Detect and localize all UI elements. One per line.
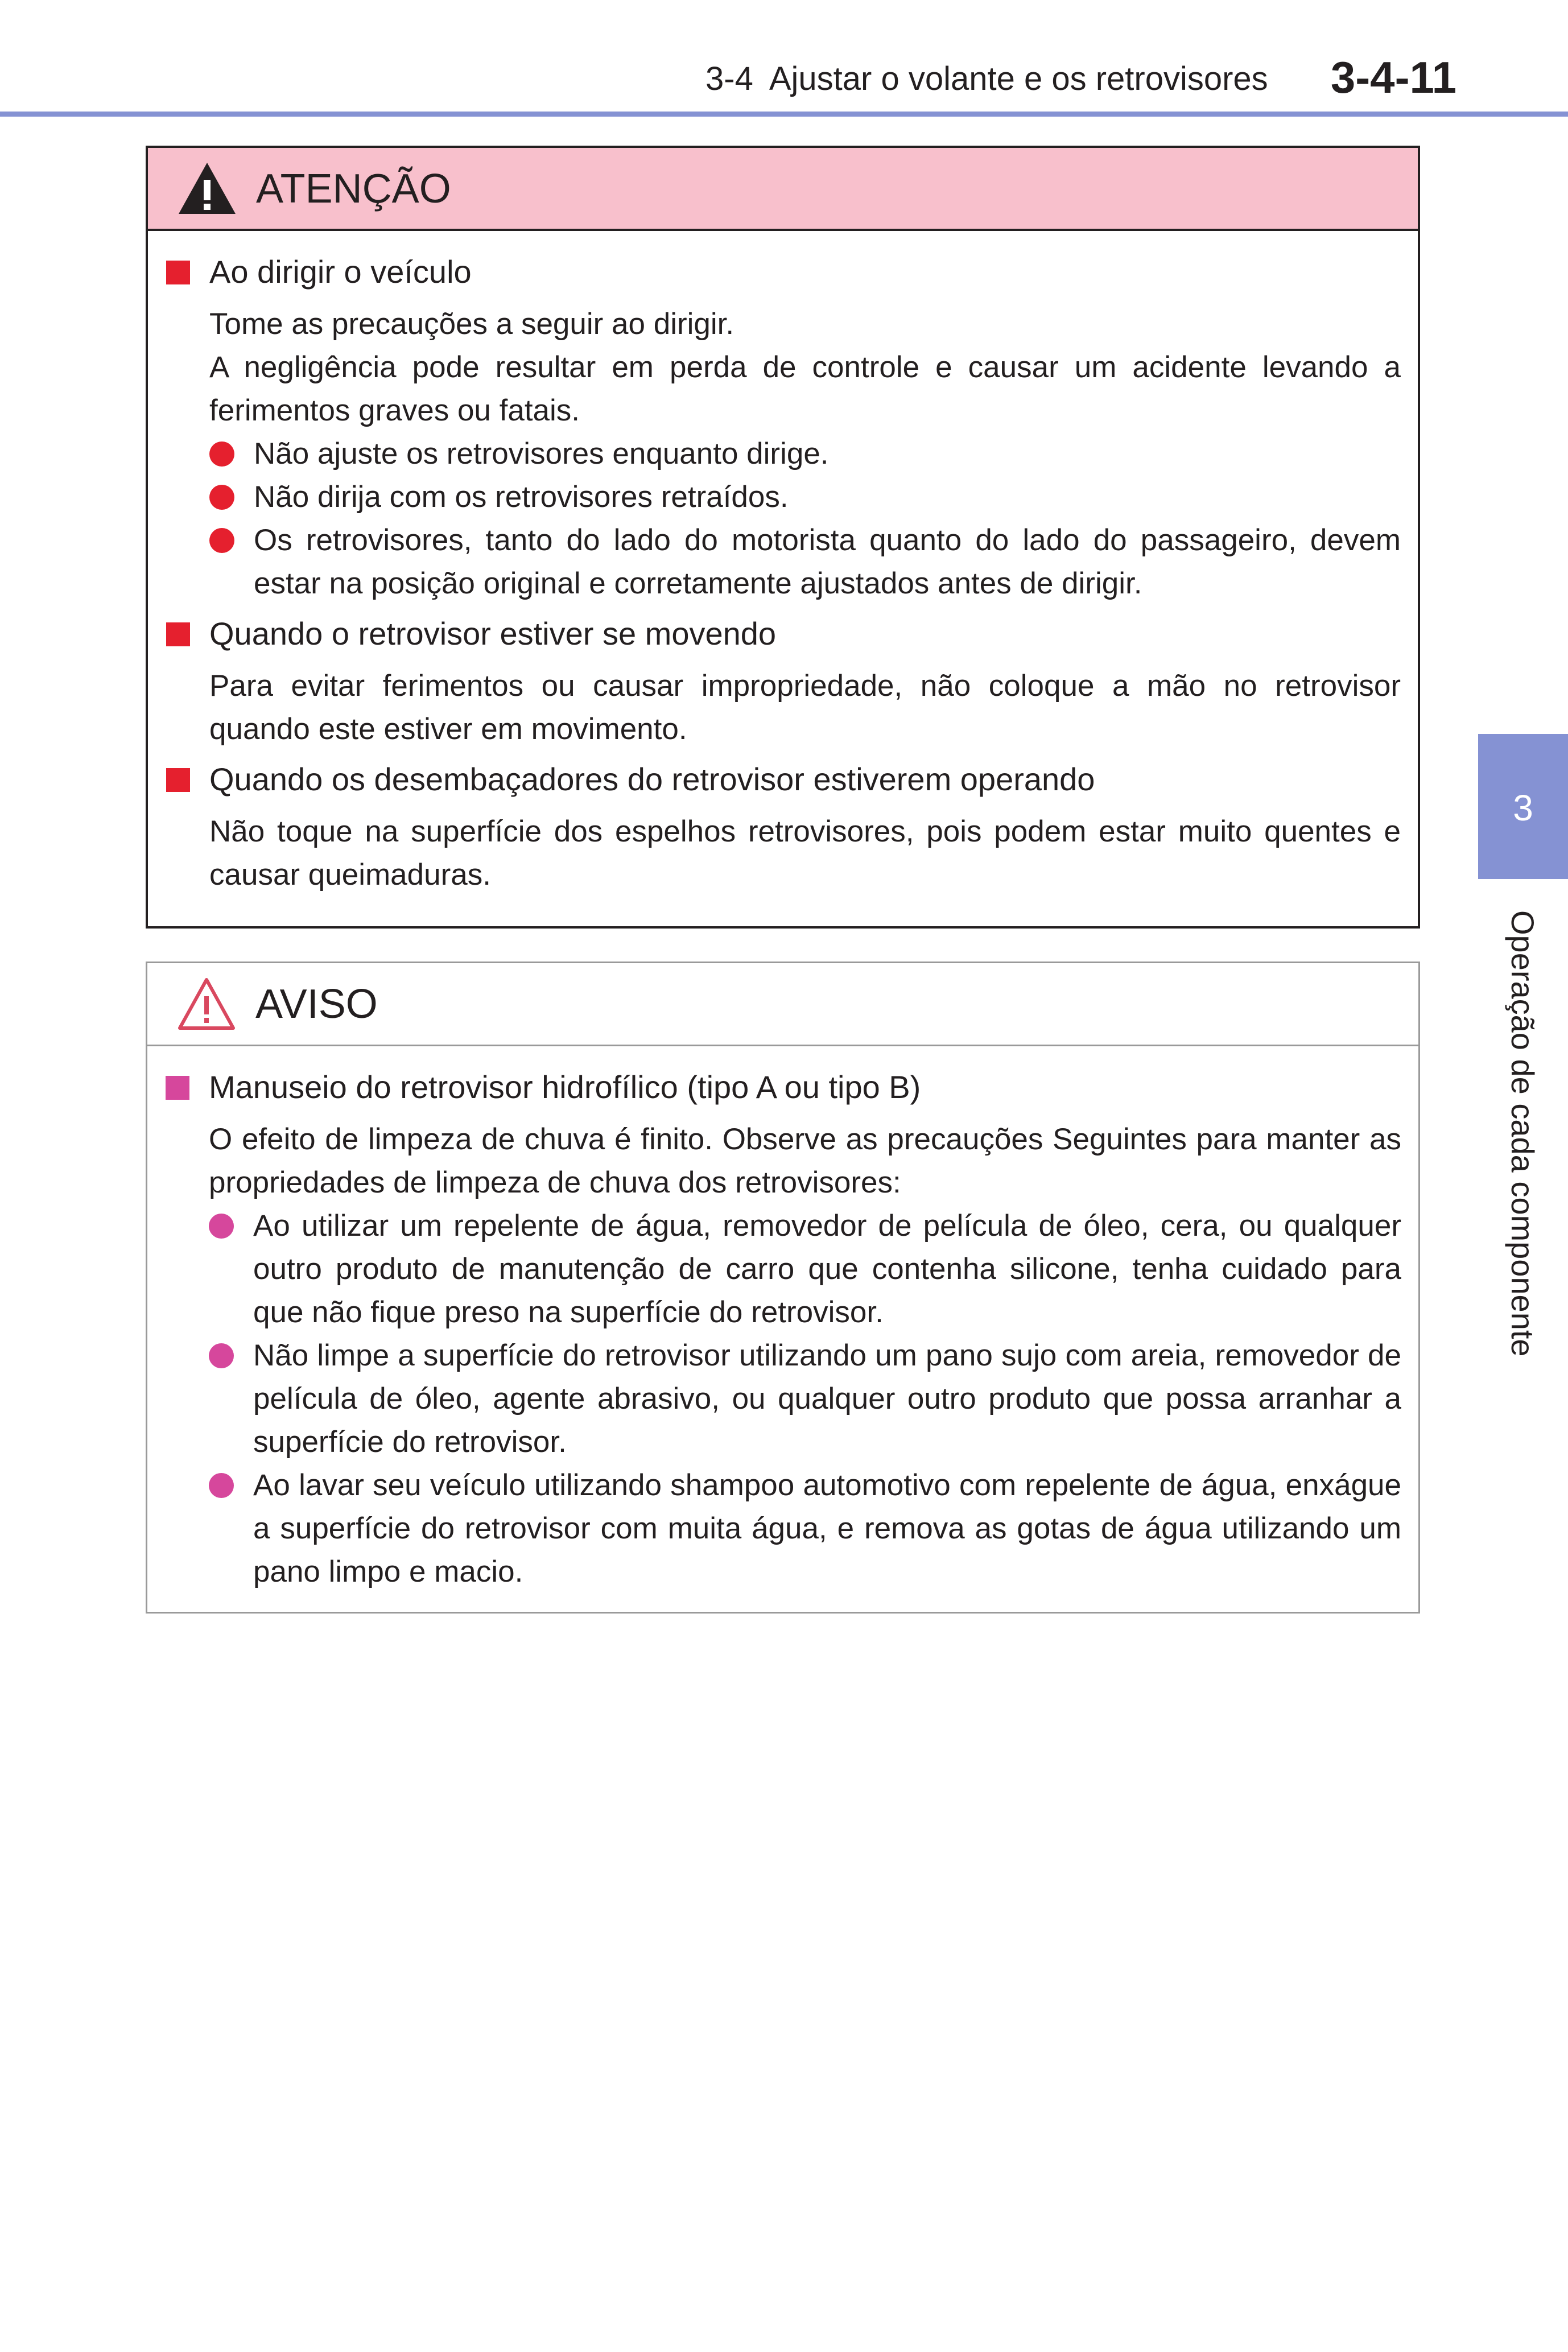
caution-body: [148, 231, 1418, 897]
bullet-dot-icon: [209, 528, 234, 553]
list-item: [254, 476, 1401, 519]
section-heading: [148, 757, 1401, 802]
square-marker-icon: [166, 261, 190, 284]
bullet-list: [147, 1204, 1401, 1594]
bullet-list: [148, 432, 1401, 605]
section-heading-text: Quando os desembaçadores do retrovisor estiverem operando: [209, 761, 1095, 797]
list-item-text: Os retrovisores, tanto do lado do motorista quanto do lado do passageiro, devem estar na posição original e corretamente ajustados antes de dirigir.: [254, 523, 1401, 600]
section-title: Ajustar o volante e os retrovisores: [769, 60, 1268, 97]
chapter-tab: [1478, 734, 1568, 879]
paragraph: A negligência pode resultar em perda de controle e causar um acidente levando a ferimentos graves ou fatais.: [209, 350, 1401, 427]
caution-section-defoggers: [148, 757, 1401, 897]
section-heading: [147, 1064, 1401, 1110]
list-item-text: Ao utilizar um repelente de água, removedor de película de óleo, cera, ou qualquer outro produto de manutenção de carro que contenha silicone, tenha cuidado para que não fique preso na superfície do retrovisor.: [253, 1209, 1401, 1329]
square-marker-icon: [166, 1076, 189, 1100]
section-heading-text: Manuseio do retrovisor hidrofílico (tipo A ou tipo B): [209, 1069, 921, 1105]
caution-section-moving: [148, 611, 1401, 751]
section-heading-text: Ao dirigir o veículo: [209, 254, 472, 290]
paragraph: O efeito de limpeza de chuva é finito. Observe as precauções Seguintes para manter as propriedades de limpeza de chuva dos retrovisores:: [209, 1123, 1401, 1199]
caution-title: ATENÇÃO: [256, 166, 451, 212]
list-item: [253, 1334, 1401, 1464]
list-item-text: Não dirija com os retrovisores retraídos.: [254, 480, 789, 514]
page-number: 3-4-11: [1330, 52, 1456, 102]
section-number: 3-4: [705, 60, 753, 97]
list-item-text: Ao lavar seu veículo utilizando shampoo automotivo com repelente de água, enxágue a superfície do retrovisor com muita água, e remova as gotas de água utilizando um pano limpo e macio.: [253, 1468, 1401, 1588]
bullet-dot-icon: [209, 441, 234, 467]
list-item: [253, 1464, 1401, 1594]
section-heading: [148, 249, 1401, 295]
caution-box: [146, 146, 1420, 929]
notice-section-hydrophilic: [147, 1064, 1401, 1594]
warning-triangle-outline-icon: [176, 976, 237, 1031]
section-heading-text: Quando o retrovisor estiver se movendo: [209, 616, 777, 651]
bullet-dot-icon: [209, 1214, 234, 1239]
bullet-dot-icon: [209, 1473, 234, 1498]
notice-body: [147, 1046, 1418, 1594]
caution-header: [148, 148, 1418, 231]
header-divider: [0, 112, 1568, 117]
bullet-dot-icon: [209, 1343, 234, 1368]
bullet-dot-icon: [209, 485, 234, 510]
notice-box: [146, 962, 1420, 1614]
paragraph: Para evitar ferimentos ou causar impropriedade, não coloque a mão no retrovisor quando este estiver em movimento.: [209, 669, 1401, 746]
list-item-text: Não ajuste os retrovisores enquanto dirige.: [254, 437, 829, 471]
paragraph: Tome as precauções a seguir ao dirigir.: [209, 307, 735, 341]
list-item: [254, 432, 1401, 476]
square-marker-icon: [166, 768, 190, 792]
warning-triangle-filled-icon: [176, 160, 238, 216]
paragraph: Não toque na superfície dos espelhos retrovisores, pois podem estar muito quentes e causar queimaduras.: [209, 815, 1401, 892]
running-header: [705, 53, 1268, 105]
notice-header: [147, 963, 1418, 1046]
chapter-label: Operação de cada componente: [1505, 910, 1541, 1357]
square-marker-icon: [166, 622, 190, 646]
list-item: [253, 1204, 1401, 1334]
list-item-text: Não limpe a superfície do retrovisor utilizando um pano sujo com areia, removedor de película de óleo, agente abrasivo, ou qualquer outro produto que possa arranhar a superfície do retrovisor.: [253, 1339, 1401, 1459]
list-item: [254, 519, 1401, 605]
section-heading: [148, 611, 1401, 657]
caution-section-driving: [148, 249, 1401, 605]
chapter-number: 3: [1513, 787, 1533, 828]
notice-title: AVISO: [255, 981, 378, 1027]
